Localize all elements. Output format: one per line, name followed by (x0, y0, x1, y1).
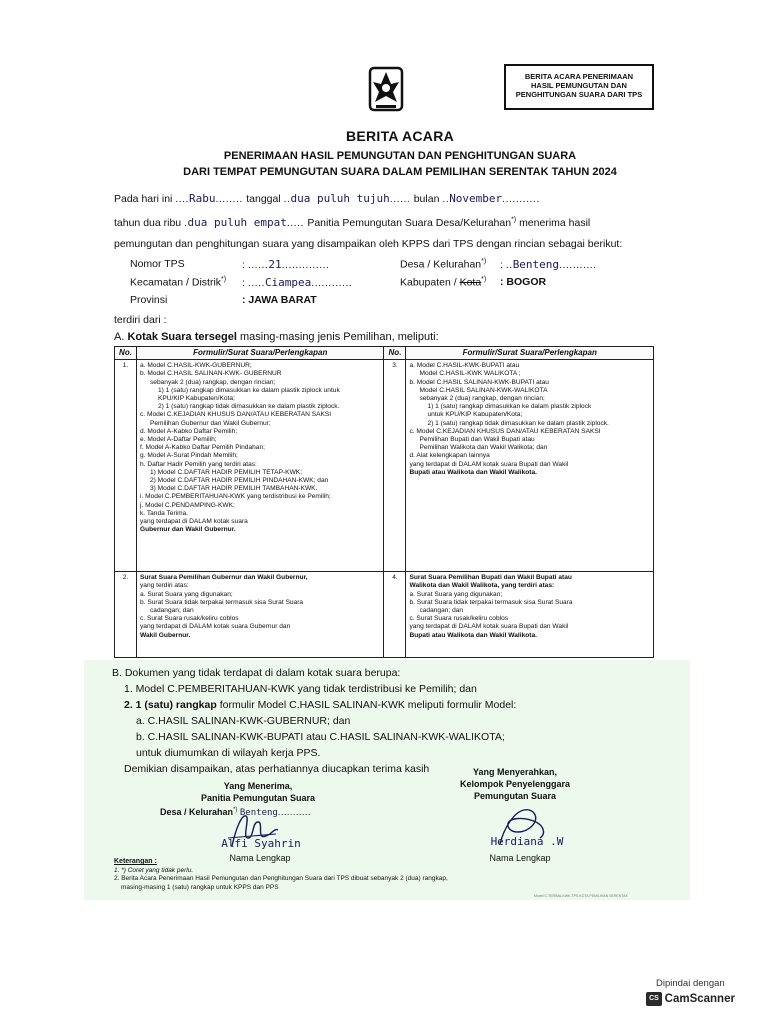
kecamatan-value: Ciampea (264, 276, 312, 289)
intro-line-1: Pada hari ini ....Rabu........ tanggal ..dua puluh tujuh...... bulan ..November........... (114, 192, 540, 205)
col-formulir-header: Formulir/Surat Suara/Perlengkapan (406, 347, 654, 360)
table-row (115, 572, 654, 658)
list-item: Model C.HASIL SALINAN-KWK-WALIKOTA (419, 386, 548, 394)
desa-label: Desa / Kelurahan (400, 258, 482, 271)
section-b-item-2a: a. C.HASIL SALINAN-KWK-GUBERNUR; dan (136, 715, 351, 727)
tanggal-label: tanggal (246, 193, 281, 205)
document-title-block (100, 128, 700, 178)
list-item: Model C.HASIL-KWK WALIKOTA ; (419, 370, 521, 378)
camscanner-brand: CamScanner (664, 993, 735, 1005)
terdiri-dari: terdiri dari : (114, 314, 167, 326)
left-sign-name: Alfi Syahrin (221, 837, 301, 850)
section-a-heading (114, 331, 439, 343)
pada-hari-ini-label: Pada hari ini (114, 193, 173, 205)
list-item: f. Model A-Kabko Daftar Pemilih Pindahan; (139, 444, 265, 452)
row4-content (406, 572, 654, 658)
kecamatan-row: : .....Ciampea............ (242, 276, 353, 289)
provinsi-label: Provinsi (130, 294, 168, 306)
list-item: b. Model C.HASIL SALINAN-KWK-BUPATI atau (409, 378, 549, 386)
list-item: Surat Suara Pemilihan Gubernur dan Wakil Gubernur, (139, 574, 308, 582)
kpu-logo (364, 62, 408, 116)
document-subtitle-1: PENERIMAAN HASIL PEMUNGUTAN DAN PENGHITUNGAN SUARA (223, 150, 577, 162)
list-item: a. Model C.HASIL-KWK-BUPATI atau (409, 362, 520, 370)
tanggal-value: dua puluh tujuh (290, 192, 390, 205)
left-sign-org: Panitia Pemungutan Suara (200, 793, 316, 803)
list-item: sebanyak 2 (dua) rangkap, dengan rincian; (149, 378, 276, 386)
kabupaten-row (500, 276, 546, 288)
list-item: d. Model A-Kabko Daftar Pemilih; (139, 427, 238, 435)
stamp-line-1: BERITA ACARA PENERIMAAN (524, 72, 634, 81)
list-item: b. Surat Suara tidak terpakai termasuk sisa Surat Suara (409, 598, 573, 606)
list-item: e. Model A-Daftar Pemilih; (139, 436, 217, 444)
menerima-label: menerima hasil (519, 217, 591, 229)
list-item: yang terdapat di DALAM kotak suara (139, 518, 248, 526)
row4-no: 4. (384, 572, 406, 658)
list-item: 2) 1 (satu) rangkap tidak dimasukkan ke dalam plastik ziplock. (157, 403, 340, 411)
desa-row: : ..Benteng........... (500, 258, 597, 271)
kabupaten-footnote-mark: *) (481, 276, 487, 283)
provinsi-row (242, 294, 317, 306)
bulan-value: November (449, 192, 503, 205)
nomor-tps-label: Nomor TPS (130, 258, 185, 270)
table-row (115, 360, 654, 572)
colon: : (500, 276, 504, 288)
desa-footnote-mark: *) (481, 258, 487, 265)
list-item: 1) 1 (satu) rangkap dimasukkan ke dalam plastik ziplock untuk (157, 386, 340, 394)
row1-content (136, 360, 384, 572)
list-item: b. Model C.HASIL SALINAN-KWK- GUBERNUR (139, 370, 282, 378)
list-item: Surat Suara Pemilihan Bupati dan Wakil Bupati atau (409, 574, 572, 582)
kota-struck: Kota (459, 276, 482, 289)
footer-small-print: Model C.TERIMA-KWK-TPS KOTA PEMILIHAN SERENTAK (534, 894, 628, 898)
right-sign-caption: Nama Lengkap (489, 853, 551, 863)
section-b-item-2-bold: 2. 1 (satu) rangkap (124, 699, 217, 711)
note-1: 1. *) Coret yang tidak perlu. (114, 866, 194, 874)
section-a-title-bold: Kotak Suara tersegel (127, 331, 237, 343)
right-sign-org-2: Pemungutan Suara (473, 791, 556, 801)
notes-title: Keterangan : (114, 858, 157, 865)
list-item: g. Model A-Surat Pindah Memilih; (139, 452, 238, 460)
section-b-item-2-rest: formulir Model C.HASIL SALINAN-KWK meliputi formulir Model: (219, 699, 517, 711)
table-header-row (115, 347, 654, 360)
section-a-title-rest: masing-masing jenis Pemilihan, meliputi: (239, 331, 439, 343)
list-item: yang terdapat di DALAM kotak suara Gubernur dan (139, 623, 291, 631)
list-item: yang terdapat di DALAM kotak suara Bupati dan Wakil (409, 460, 569, 468)
list-item: yang terdapat di DALAM kotak suara Bupati dan Wakil (409, 623, 569, 631)
right-sign-name: Herdiana .W (490, 835, 564, 848)
notes-block (114, 858, 448, 892)
list-item: Gubernur dan Wakil Gubernur. (139, 526, 236, 534)
list-item: h. Daftar Hadir Pemilih yang terdiri atas: (139, 460, 257, 468)
list-item: d. Alat kelengkapan lainnya (409, 452, 490, 460)
right-sign-org-1: Kelompok Penyelenggara (459, 779, 571, 789)
list-item: c. Model C.KEJADIAN KHUSUS DAN/ATAU KEBERATAN SAKSI (139, 411, 332, 419)
nomor-tps-value: 21 (268, 258, 282, 271)
form-code-box (504, 64, 654, 110)
list-item: Bupati atau Walikota dan Wakil Walikota. (409, 468, 537, 476)
panitia-label: Panitia Pemungutan Suara Desa/Kelurahan (307, 217, 512, 229)
camscanner-icon: CS (646, 992, 662, 1006)
ballot-box-table (114, 346, 654, 658)
row3-no: 3. (384, 360, 406, 572)
document-subtitle-2: DARI TEMPAT PEMUNGUTAN SUARA DALAM PEMILIHAN SERENTAK TAHUN 2024 (183, 166, 617, 178)
list-item: sebanyak 2 (dua) rangkap, dengan rincian; (419, 395, 545, 403)
list-item: Pemilihan Walikota dan Wakil Walikota; dan (419, 444, 548, 452)
intro-line-2: tahun dua ribu .dua puluh empat..... Panitia Pemungutan Suara Desa/Kelurahan*) menerima hasil (114, 216, 591, 229)
col-no-header: No. (384, 347, 406, 360)
desa-value: Benteng (512, 258, 560, 271)
row2-no: 2. (115, 572, 137, 658)
list-item: cadangan; dan (149, 607, 194, 615)
list-item: c. Model C.KEJADIAN KHUSUS DAN/ATAU KEBERATAN SAKSI (409, 427, 601, 435)
list-item: 2) Model C.DAFTAR HADIR PEMILIH PINDAHAN-KWK; dan (149, 477, 329, 485)
kecamatan-label: Kecamatan / Distrik (130, 276, 222, 289)
section-b-item-1: 1. Model C.PEMBERITAHUAN-KWK yang tidak terdistribusi ke Pemilih; dan (124, 683, 477, 695)
stamp-line-3: PENGHITUNGAN SUARA DARI TPS (515, 90, 643, 99)
left-sign-desa-label: Desa / Kelurahan (160, 807, 234, 817)
row1-no: 1. (115, 360, 137, 572)
list-item: b. Surat Suara tidak terpakai termasuk sisa Surat Suara (139, 598, 304, 606)
nomor-tps-row: : ......21.............. (242, 258, 330, 271)
camscanner-watermark (646, 978, 758, 1012)
list-item: 2) 1 (satu) rangkap tidak dimasukkan ke dalam plastik ziplock. (427, 419, 609, 427)
closing-text: Demikian disampaikan, atas perhatiannya diucapkan terima kasih (124, 763, 430, 775)
section-b-heading: B. Dokumen yang tidak terdapat di dalam kotak suara berupa: (112, 667, 401, 679)
kabupaten-value: BOGOR (506, 276, 547, 288)
section-b-item-2c: untuk diumumkan di wilayah kerja PPS. (136, 747, 321, 759)
list-item: cadangan; dan (419, 607, 464, 615)
left-sign-title: Yang Menerima, (223, 781, 293, 791)
kecamatan-footnote-mark: *) (221, 276, 227, 283)
list-item: a. Model C.HASIL-KWK-GUBERNUR; (139, 362, 252, 370)
desa-label-row (400, 258, 486, 271)
list-item: Pemilihan Gubernur dan Wakil Gubernur; (149, 419, 271, 427)
list-item: KPU/KIP Kabupaten/Kota; (157, 395, 235, 403)
tahun-label: tahun dua ribu (114, 217, 182, 229)
row3-content (406, 360, 654, 572)
section-b-item-2 (124, 698, 516, 712)
list-item: k. Tanda Terima. (139, 509, 189, 517)
section-b-item-2b: b. C.HASIL SALINAN-KWK-BUPATI atau C.HASIL SALINAN-KWK-WALIKOTA; (136, 731, 505, 743)
col-no-header: No. (115, 347, 137, 360)
left-sign-desa: Desa / Kelurahan*) Benteng........... (160, 807, 311, 818)
list-item: Bupati atau Walikota dan Wakil Walikota. (409, 631, 537, 639)
list-item: Pemilihan Bupati dan Wakil Bupati atau (419, 436, 535, 444)
panitia-footnote-mark: *) (511, 216, 517, 224)
list-item: c. Surat Suara rusak/keliru coblos (139, 615, 239, 623)
list-item: 1) Model C.DAFTAR HADIR PEMILIH TETAP-KWK; (149, 468, 303, 476)
col-formulir-header: Formulir/Surat Suara/Perlengkapan (136, 347, 384, 360)
note-2b: masing-masing 1 (satu) rangkap untuk KPPS dan PPS (121, 883, 279, 891)
stamp-line-2: HASIL PEMUNGUTAN DAN (531, 81, 627, 90)
list-item: i. Model C.PEMBERITAHUAN-KWK yang terdistribusi ke Pemilih; (139, 493, 331, 501)
provinsi-value: JAWA BARAT (248, 294, 317, 306)
left-sign-desa-value: Benteng (239, 808, 278, 818)
list-item: j. Model C.PENDAMPING-KWK; (139, 501, 235, 509)
hari-value: Rabu (188, 192, 216, 205)
section-a-prefix: A. (114, 331, 125, 343)
list-item: 3) Model C.DAFTAR HADIR PEMILIH TAMBAHAN-KWK. (149, 485, 318, 493)
bulan-label: bulan (413, 193, 440, 205)
list-item: Wakil Gubernur. (139, 631, 191, 639)
tahun-value: dua puluh empat (187, 216, 287, 229)
kecamatan-label-row (130, 276, 226, 289)
left-sign-caption: Nama Lengkap (229, 853, 291, 863)
note-2a: 2. Berita Acara Penerimaan Hasil Pemungutan dan Penghitungan Suara dari TPS dibuat sebanyak 2 (dua) rangkap, (114, 875, 448, 882)
kabupaten-label: Kabupaten / (400, 276, 457, 289)
colon: : (242, 294, 246, 306)
document-title: BERITA ACARA (345, 128, 455, 144)
list-item: Walikota dan Wakil Walikota, yang terdiri atas: (409, 582, 555, 590)
right-sign-title: Yang Menyerahkan, (472, 767, 558, 777)
colon: : (500, 259, 503, 271)
camscanner-line: Dipindai dengan (656, 978, 725, 989)
colon: : (242, 259, 245, 271)
row2-content (136, 572, 384, 658)
list-item: 1) 1 (satu) rangkap dimasukkan ke dalam plastik ziplock (427, 403, 592, 411)
colon: : (242, 277, 245, 289)
list-item: a. Surat Suara yang digunakan; (139, 590, 233, 598)
list-item: untuk KPU/KIP Kabupaten/Kota; (427, 411, 523, 419)
intro-line-3: pemungutan dan penghitungan suara yang disampaikan oleh KPPS dari TPS dengan rincian sebagai berikut: (114, 238, 623, 250)
left-sign-footnote-mark: *) (233, 807, 238, 813)
list-item: a. Surat Suara yang digunakan; (409, 590, 503, 598)
list-item: c. Surat Suara rusak/keliru coblos (409, 615, 509, 623)
kabupaten-label-row (400, 276, 486, 289)
list-item: yang terdiri atas: (139, 582, 189, 590)
